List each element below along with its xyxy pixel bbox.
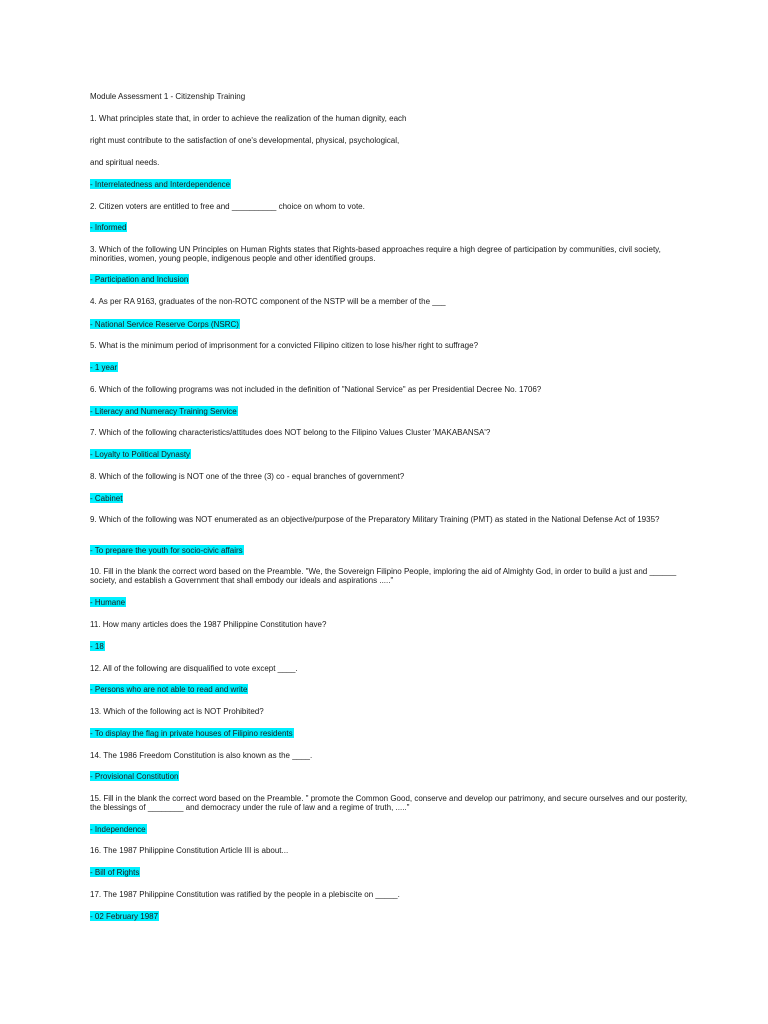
answer-14: - Provisional Constitution	[90, 772, 179, 781]
answer-6: - Literacy and Numeracy Training Service	[90, 407, 237, 416]
answer-15: - Independence	[90, 825, 146, 834]
answer-1: - Interrelatedness and Interdependence	[90, 180, 231, 189]
question-16: 16. The 1987 Philippine Constitution Article III is about...	[90, 846, 289, 855]
question-10: 10. Fill in the blank the correct word based on the Preamble. "We, the Sovereign Filipino People, imploring the aid of Almighty God, in order to build a just and ______ society, and establish a Government that shall embody our ideals and aspirations ....."	[90, 567, 677, 585]
page-title: Module Assessment 1 - Citizenship Training	[90, 92, 246, 101]
question-1-line-2: right must contribute to the satisfaction of one's developmental, physical, psychological,	[90, 136, 400, 145]
question-8: 8. Which of the following is NOT one of the three (3) co - equal branches of government?	[90, 472, 405, 481]
answer-12: - Persons who are not able to read and write	[90, 685, 248, 694]
answer-5: - 1 year	[90, 363, 118, 372]
answer-9: - To prepare the youth for socio-civic affairs	[90, 546, 243, 555]
question-1-line-1: 1. What principles state that, in order to achieve the realization of the human dignity, each	[90, 114, 407, 123]
question-15: 15. Fill in the blank the correct word based on the Preamble. " promote the Common Good, conserve and develop our patrimony, and secure ourselves and our posterity, the blessings of ________ and democracy under the rule of law and a regime of truth, ....."	[90, 794, 688, 812]
answer-8: - Cabinet	[90, 494, 123, 503]
answer-3: - Participation and Inclusion	[90, 275, 189, 284]
question-6: 6. Which of the following programs was not included in the definition of "National Service" as per Presidential Decree No. 1706?	[90, 385, 542, 394]
question-5: 5. What is the minimum period of imprisonment for a convicted Filipino citizen to lose his/her right to suffrage?	[90, 341, 479, 350]
question-1-line-3: and spiritual needs.	[90, 158, 160, 167]
answer-7: - Loyalty to Political Dynasty	[90, 450, 191, 459]
answer-2: - Informed	[90, 223, 127, 232]
question-4: 4. As per RA 9163, graduates of the non-ROTC component of the NSTP will be a member of the ___	[90, 297, 446, 306]
answer-10: - Humane	[90, 598, 126, 607]
question-12: 12. All of the following are disqualified to vote except ____.	[90, 664, 298, 673]
question-7: 7. Which of the following characteristics/attitudes does NOT belong to the Filipino Values Cluster 'MAKABANSA'?	[90, 428, 491, 437]
question-11: 11. How many articles does the 1987 Philippine Constitution have?	[90, 620, 327, 629]
question-14: 14. The 1986 Freedom Constitution is also known as the ____.	[90, 751, 313, 760]
answer-16: - Bill of Rights	[90, 868, 140, 877]
question-17: 17. The 1987 Philippine Constitution was ratified by the people in a plebiscite on _____.	[90, 890, 400, 899]
question-3: 3. Which of the following UN Principles on Human Rights states that Rights-based approaches require a high degree of participation by communities, civil society, minorities, women, young people, indigenous people and other identified groups.	[90, 245, 661, 263]
question-13: 13. Which of the following act is NOT Prohibited?	[90, 707, 264, 716]
question-2: 2. Citizen voters are entitled to free and __________ choice on whom to vote.	[90, 202, 365, 211]
answer-13: - To display the flag in private houses of Filipino residents	[90, 729, 293, 738]
answer-4: - National Service Reserve Corps (NSRC)	[90, 320, 239, 329]
answer-11: - 18	[90, 642, 104, 651]
question-9: 9. Which of the following was NOT enumerated as an objective/purpose of the Preparatory Military Training (PMT) as stated in the National Defense Act of 1935?	[90, 515, 660, 524]
answer-17: - 02 February 1987	[90, 912, 159, 921]
